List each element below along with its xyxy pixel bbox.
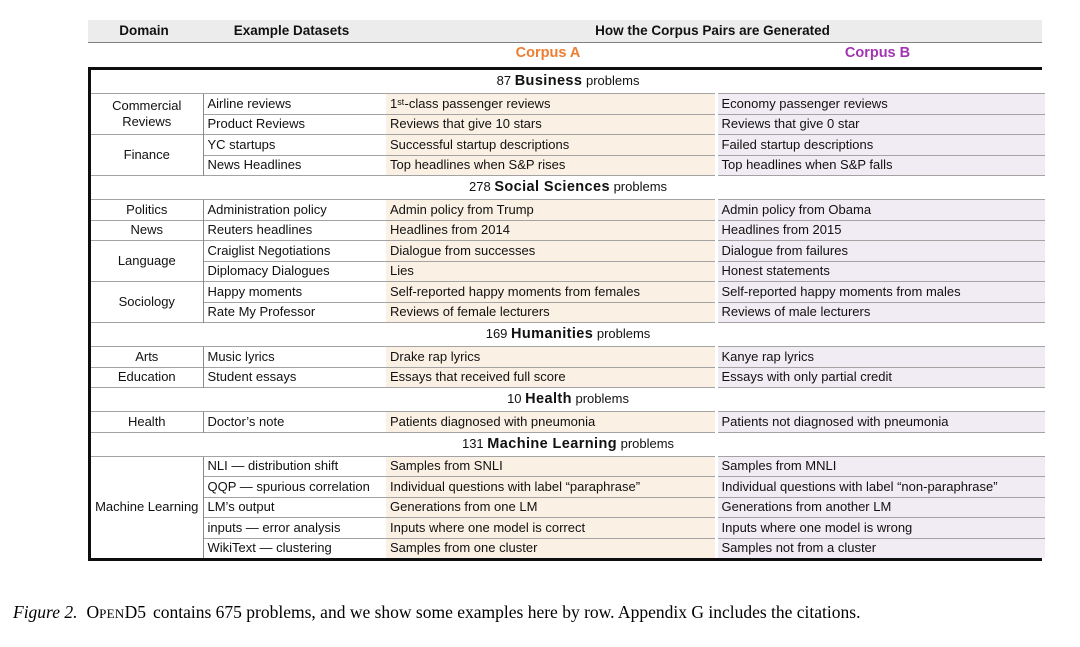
domain-cell: Health bbox=[91, 412, 203, 433]
corpus-a-cell: Top headlines when S&P rises bbox=[386, 155, 716, 176]
dataset-cell: Product Reviews bbox=[203, 114, 386, 135]
table-row bbox=[91, 241, 1045, 262]
table-row bbox=[91, 456, 1045, 477]
corpus-a-cell: Admin policy from Trump bbox=[386, 200, 716, 221]
dataset-cell: Rate My Professor bbox=[203, 302, 386, 323]
corpus-a-cell: Dialogue from successes bbox=[386, 241, 716, 262]
corpus-b-cell: Patients not diagnosed with pneumonia bbox=[716, 412, 1045, 433]
domain-cell: Commercial Reviews bbox=[91, 94, 203, 135]
dataset-cell: Happy moments bbox=[203, 282, 386, 303]
corpus-b-cell: Inputs where one model is wrong bbox=[716, 518, 1045, 539]
benchmark-name bbox=[86, 602, 146, 622]
table-row bbox=[91, 367, 1045, 388]
corpus-b-cell: Economy passenger reviews bbox=[716, 94, 1045, 115]
domain-cell: Sociology bbox=[91, 282, 203, 323]
corpus-b-cell: Essays with only partial credit bbox=[716, 367, 1045, 388]
benchmark-name-pen: PEN bbox=[99, 606, 125, 621]
corpus-a-header: Corpus A bbox=[383, 43, 713, 67]
corpus-a-cell: Lies bbox=[386, 261, 716, 282]
domain-column-header: Domain bbox=[88, 20, 200, 43]
spacer-cell bbox=[88, 43, 200, 67]
corpus-a-cell: 1ˢᵗ-class passenger reviews bbox=[386, 94, 716, 115]
corpus-b-cell: Top headlines when S&P falls bbox=[716, 155, 1045, 176]
corpus-b-cell: Individual questions with label “non-paraphrase” bbox=[716, 477, 1045, 498]
table-box bbox=[88, 67, 1042, 561]
domain-cell: Arts bbox=[91, 347, 203, 368]
dataset-cell: YC startups bbox=[203, 135, 386, 156]
table-row bbox=[91, 302, 1045, 323]
corpus-a-cell: Essays that received full score bbox=[386, 367, 716, 388]
corpus-b-cell: Kanye rap lyrics bbox=[716, 347, 1045, 368]
figure-caption-label: Figure 2. bbox=[13, 602, 78, 622]
table-row bbox=[91, 538, 1045, 558]
table-row bbox=[91, 94, 1045, 115]
corpus-b-cell: Dialogue from failures bbox=[716, 241, 1045, 262]
section-count: 10 bbox=[507, 391, 522, 406]
section-count: 87 bbox=[496, 73, 512, 88]
domain-cell: Education bbox=[91, 367, 203, 388]
corpus-b-cell: Reviews that give 0 star bbox=[716, 114, 1045, 135]
table-row bbox=[91, 261, 1045, 282]
corpus-b-cell: Generations from another LM bbox=[716, 497, 1045, 518]
dataset-cell: Doctor’s note bbox=[203, 412, 386, 433]
corpus-a-cell: Individual questions with label “paraphrase” bbox=[386, 477, 716, 498]
examples-table bbox=[91, 70, 1045, 558]
section-header-row bbox=[91, 388, 1045, 412]
corpus-label-row bbox=[88, 43, 1042, 67]
dataset-cell: Airline reviews bbox=[203, 94, 386, 115]
dataset-cell: QQP — spurious correlation bbox=[203, 477, 386, 498]
section-name: Social Sciences bbox=[494, 179, 610, 195]
figure-caption-text: contains 675 problems, and we show some examples here by row. Appendix G includes the citations. bbox=[152, 602, 861, 622]
table-row bbox=[91, 518, 1045, 539]
table-row bbox=[91, 347, 1045, 368]
dataset-cell: LM’s output bbox=[203, 497, 386, 518]
section-header-row bbox=[91, 432, 1045, 456]
domain-cell: Machine Learning bbox=[91, 456, 203, 558]
section-count: 278 bbox=[469, 179, 491, 194]
dataset-cell: Student essays bbox=[203, 367, 386, 388]
corpus-a-cell: Samples from SNLI bbox=[386, 456, 716, 477]
corpus-a-cell: Inputs where one model is correct bbox=[386, 518, 716, 539]
corpus-a-cell: Patients diagnosed with pneumonia bbox=[386, 412, 716, 433]
corpus-b-cell: Honest statements bbox=[716, 261, 1045, 282]
table-row bbox=[91, 220, 1045, 241]
corpus-b-header: Corpus B bbox=[713, 43, 1042, 67]
dataset-cell: NLI — distribution shift bbox=[203, 456, 386, 477]
section-name: Business bbox=[514, 73, 583, 89]
section-name: Health bbox=[525, 391, 572, 407]
table-row bbox=[91, 200, 1045, 221]
table-row bbox=[91, 155, 1045, 176]
table-row bbox=[91, 282, 1045, 303]
figure-caption bbox=[13, 601, 1073, 625]
corpus-b-cell: Samples not from a cluster bbox=[716, 538, 1045, 558]
spacer-cell bbox=[200, 43, 383, 67]
corpus-b-cell: Self-reported happy moments from males bbox=[716, 282, 1045, 303]
corpus-a-cell: Drake rap lyrics bbox=[386, 347, 716, 368]
section-name: Machine Learning bbox=[487, 435, 617, 452]
benchmark-name-o: O bbox=[86, 602, 100, 622]
section-header-row bbox=[91, 176, 1045, 200]
corpus-a-cell: Generations from one LM bbox=[386, 497, 716, 518]
dataset-cell: News Headlines bbox=[203, 155, 386, 176]
table-row bbox=[91, 412, 1045, 433]
figure-table bbox=[88, 20, 1042, 561]
datasets-column-header: Example Datasets bbox=[200, 20, 383, 43]
corpus-b-cell: Samples from MNLI bbox=[716, 456, 1045, 477]
corpus-b-cell: Failed startup descriptions bbox=[716, 135, 1045, 156]
generated-column-header: How the Corpus Pairs are Generated bbox=[383, 20, 1042, 43]
corpus-a-cell: Reviews of female lecturers bbox=[386, 302, 716, 323]
section-count: 131 bbox=[461, 435, 484, 451]
section-header-row bbox=[91, 323, 1045, 347]
section-suffix: problems bbox=[596, 326, 651, 341]
dataset-cell: Diplomacy Dialogues bbox=[203, 261, 386, 282]
section-suffix: problems bbox=[575, 391, 629, 406]
column-header-table bbox=[88, 20, 1042, 66]
table-row bbox=[91, 114, 1045, 135]
dataset-cell: WikiText — clustering bbox=[203, 538, 386, 558]
domain-cell: News bbox=[91, 220, 203, 241]
dataset-cell: Craiglist Negotiations bbox=[203, 241, 386, 262]
benchmark-name-d5: D5 bbox=[124, 602, 146, 622]
dataset-cell: Reuters headlines bbox=[203, 220, 386, 241]
domain-cell: Finance bbox=[91, 135, 203, 176]
corpus-b-cell: Headlines from 2015 bbox=[716, 220, 1045, 241]
corpus-a-cell: Headlines from 2014 bbox=[386, 220, 716, 241]
section-suffix: problems bbox=[585, 73, 640, 88]
corpus-a-cell: Reviews that give 10 stars bbox=[386, 114, 716, 135]
domain-cell: Politics bbox=[91, 200, 203, 221]
section-suffix: problems bbox=[620, 435, 675, 451]
table-row bbox=[91, 477, 1045, 498]
table-row bbox=[91, 135, 1045, 156]
section-suffix: problems bbox=[613, 179, 668, 194]
corpus-b-cell: Admin policy from Obama bbox=[716, 200, 1045, 221]
column-header-row bbox=[88, 20, 1042, 43]
domain-cell: Language bbox=[91, 241, 203, 282]
section-name: Humanities bbox=[511, 326, 594, 342]
table-row bbox=[91, 497, 1045, 518]
section-count: 169 bbox=[485, 326, 508, 341]
section-header-row bbox=[91, 70, 1045, 94]
corpus-b-cell: Reviews of male lecturers bbox=[716, 302, 1045, 323]
dataset-cell: inputs — error analysis bbox=[203, 518, 386, 539]
corpus-a-cell: Successful startup descriptions bbox=[386, 135, 716, 156]
dataset-cell: Administration policy bbox=[203, 200, 386, 221]
corpus-a-cell: Self-reported happy moments from females bbox=[386, 282, 716, 303]
corpus-a-cell: Samples from one cluster bbox=[386, 538, 716, 558]
dataset-cell: Music lyrics bbox=[203, 347, 386, 368]
